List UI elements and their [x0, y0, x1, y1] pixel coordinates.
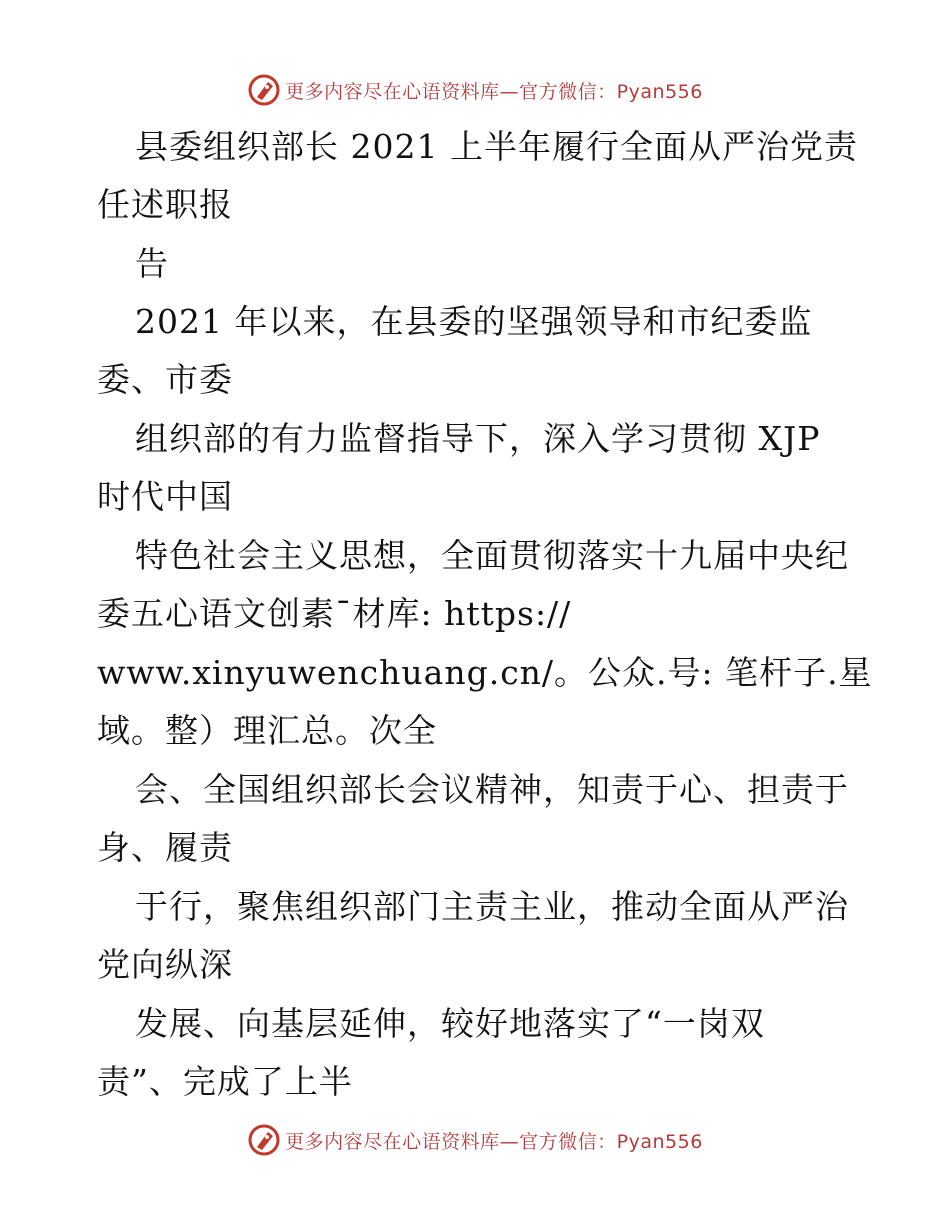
pen-nib-logo-icon [247, 1123, 281, 1157]
banner-text: 更多内容尽在心语资料库—官方微信：Pyan556 [285, 1130, 703, 1153]
text-line: 会、全国组织部长会议精神，知责于心、担责于 [135, 770, 849, 809]
text-line: 委五心语文创素¯材库: https:// [97, 594, 572, 633]
text-line: 2021 年以来，在县委的坚强领导和市纪委监 [135, 302, 813, 341]
text-line: 身、履责 [97, 828, 233, 867]
text-line: 告 [135, 244, 169, 283]
text-line: 域。整）理汇总。次全 [97, 711, 437, 750]
text-line: 于行，聚焦组织部门主责主业，推动全面从严治 [135, 887, 849, 926]
text-line: 党向纵深 [97, 945, 233, 984]
text-line: 时代中国 [97, 477, 233, 516]
text-line: 特色社会主义思想，全面贯彻落实十九届中央纪 [135, 536, 849, 575]
text-line: 委、市委 [97, 360, 233, 399]
banner-text: 更多内容尽在心语资料库—官方微信：Pyan556 [285, 80, 703, 103]
text-line: 县委组织部长 2021 上半年履行全面从严治党责 [135, 127, 858, 166]
text-line: www.xinyuwenchuang.cn/。公众.号: 笔杆子.星 [97, 653, 873, 692]
header-banner [0, 70, 950, 110]
footer-banner [0, 1120, 950, 1160]
text-line: 组织部的有力监督指导下，深入学习贯彻 XJP [135, 419, 821, 458]
text-line: 任述职报 [97, 185, 233, 224]
text-line: 发展、向基层延伸，较好地落实了“一岗双 [135, 1004, 765, 1043]
pen-nib-logo-icon [247, 73, 281, 107]
text-line: 责”、完成了上半 [97, 1062, 353, 1101]
